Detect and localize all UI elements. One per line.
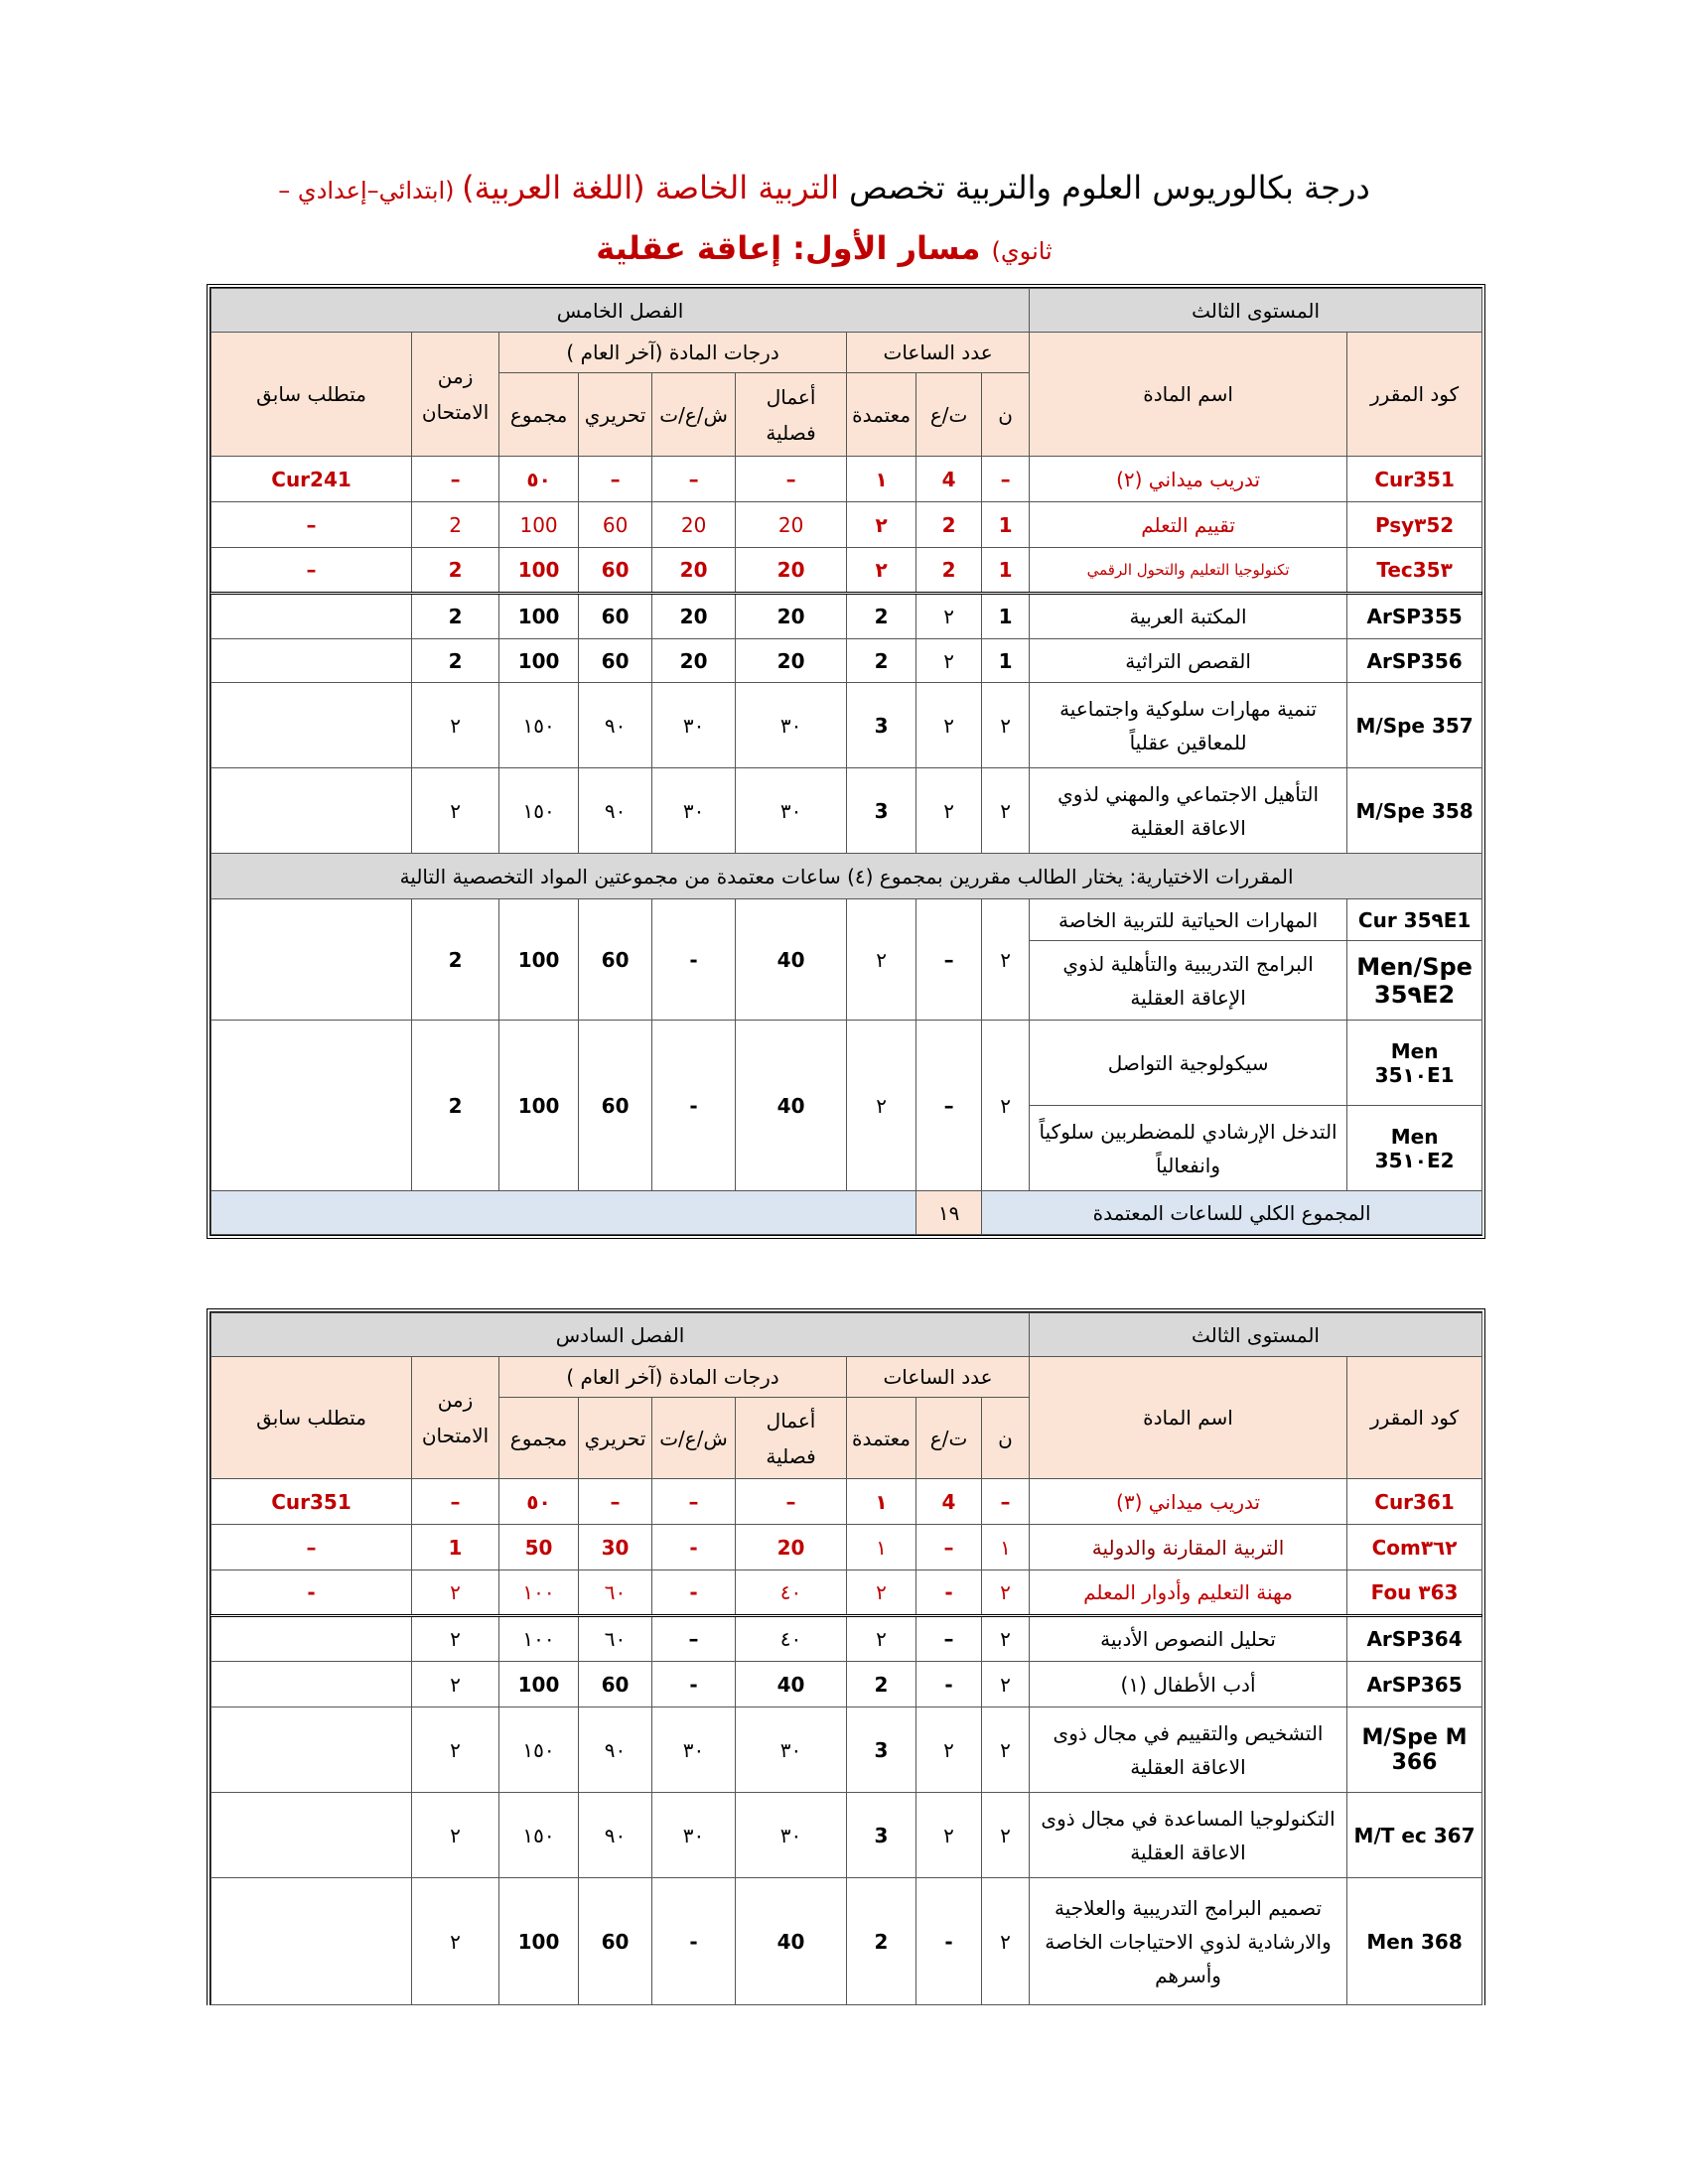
cell-n: 1 — [982, 594, 1030, 639]
course-name: تكنولوجيا التعليم والتحول الرقمي — [1030, 548, 1347, 594]
cell-n: ٢ — [982, 1662, 1030, 1707]
cell-total: ١٠٠ — [499, 1570, 579, 1616]
header-total: مجموع — [499, 373, 579, 457]
cell-n: – — [982, 457, 1030, 502]
cell-coursework: 20 — [736, 502, 847, 548]
cell-coursework: – — [736, 457, 847, 502]
table-row — [211, 502, 1482, 548]
header-total: مجموع — [499, 1398, 579, 1479]
cell-n: ٢ — [982, 1707, 1030, 1793]
cell-exam-time: 2 — [412, 548, 499, 594]
cell-tp: – — [916, 899, 982, 1021]
cell-oral: ٣٠ — [652, 1793, 736, 1878]
course-code: M/Spe 357 — [1347, 683, 1482, 768]
page-title — [179, 159, 1470, 280]
course-code: ArSP364 — [1347, 1616, 1482, 1662]
cell-n: ٢ — [982, 768, 1030, 854]
cell-oral: ٣٠ — [652, 683, 736, 768]
cell-exam-time: ٢ — [412, 1662, 499, 1707]
cell-prereq: Cur351 — [211, 1479, 412, 1525]
header-course-code: كود المقرر — [1347, 333, 1482, 457]
electives-note: المقررات الاختيارية: يختار الطالب مقررين بمجموع (٤) ساعات معتمدة من مجموعتين المواد التخصصية التالية — [211, 854, 1482, 899]
cell-tp: - — [916, 1570, 982, 1616]
cell-prereq — [211, 899, 412, 1021]
cell-oral: 20 — [652, 548, 736, 594]
cell-tp: 2 — [916, 548, 982, 594]
cell-prereq: – — [211, 1525, 412, 1570]
course-code: Men 368 — [1347, 1878, 1482, 2005]
cell-n: 1 — [982, 548, 1030, 594]
table-row — [211, 548, 1482, 594]
cell-total: ١٥٠ — [499, 768, 579, 854]
cell-credit: ٢ — [847, 899, 916, 1021]
course-code: Cur351 — [1347, 457, 1482, 502]
cell-exam-time: – — [412, 457, 499, 502]
title-line-2 — [179, 219, 1470, 280]
course-name: تدريب ميداني (٣) — [1030, 1479, 1347, 1525]
cell-oral: – — [652, 1479, 736, 1525]
course-code: ArSP355 — [1347, 594, 1482, 639]
course-code: Men 35١٠E1 — [1347, 1021, 1482, 1106]
header-course-name: اسم المادة — [1030, 333, 1347, 457]
course-code: ArSP356 — [1347, 639, 1482, 683]
cell-n: ٢ — [982, 899, 1030, 1021]
course-code: M/Spe 358 — [1347, 768, 1482, 854]
cell-credit: ٢ — [847, 1570, 916, 1616]
course-code: Psy٣52 — [1347, 502, 1482, 548]
cell-tp: ٢ — [916, 1793, 982, 1878]
cell-exam-time: ٢ — [412, 683, 499, 768]
cell-total: 100 — [499, 899, 579, 1021]
semester-label: الفصل الخامس — [211, 289, 1030, 333]
cell-prereq: – — [211, 502, 412, 548]
table-row — [211, 457, 1482, 502]
total-row — [211, 1191, 1482, 1235]
cell-prereq — [211, 639, 412, 683]
cell-written: 60 — [579, 548, 652, 594]
cell-n: ٢ — [982, 1570, 1030, 1616]
total-credit-value: ١٩ — [916, 1191, 982, 1235]
course-name: التكنولوجيا المساعدة في مجال ذوى الاعاقة العقلية — [1030, 1793, 1347, 1878]
table-semester-5 — [207, 284, 1485, 1239]
course-name: أدب الأطفال (١) — [1030, 1662, 1347, 1707]
cell-tp: ٢ — [916, 594, 982, 639]
cell-coursework: ٤٠ — [736, 1616, 847, 1662]
cell-coursework: 20 — [736, 639, 847, 683]
cell-credit: ١ — [847, 1479, 916, 1525]
course-name: التشخيص والتقييم في مجال ذوى الاعاقة العقلية — [1030, 1707, 1347, 1793]
header-coursework: أعمال فصلية — [736, 373, 847, 457]
cell-written: ٩٠ — [579, 683, 652, 768]
cell-total: 100 — [499, 548, 579, 594]
header-exam-time: زمن الامتحان — [412, 333, 499, 457]
semester-label: الفصل السادس — [211, 1313, 1030, 1357]
cell-oral: – — [652, 1616, 736, 1662]
table-semester-6 — [207, 1308, 1485, 2005]
cell-n: ١ — [982, 1525, 1030, 1570]
cell-prereq — [211, 1878, 412, 2005]
table-row — [211, 594, 1482, 639]
cell-credit: ١ — [847, 1525, 916, 1570]
course-name: تدريب ميداني (٢) — [1030, 457, 1347, 502]
cell-exam-time: ٢ — [412, 1793, 499, 1878]
level-label: المستوى الثالث — [1030, 1313, 1482, 1357]
table-row — [211, 1878, 1482, 2005]
cell-prereq — [211, 683, 412, 768]
cell-exam-time: 2 — [412, 502, 499, 548]
cell-total: ١٥٠ — [499, 683, 579, 768]
cell-n: – — [982, 1479, 1030, 1525]
cell-prereq — [211, 1021, 412, 1191]
cell-written: – — [579, 1479, 652, 1525]
cell-coursework: 40 — [736, 899, 847, 1021]
cell-oral: - — [652, 1570, 736, 1616]
course-name: التأهيل الاجتماعي والمهني لذوي الاعاقة العقلية — [1030, 768, 1347, 854]
cell-exam-time: ٢ — [412, 1878, 499, 2005]
cell-exam-time: 2 — [412, 1021, 499, 1191]
cell-coursework: 20 — [736, 594, 847, 639]
course-name: المهارات الحياتية للتربية الخاصة — [1030, 899, 1347, 941]
cell-credit: 3 — [847, 1707, 916, 1793]
cell-tp: 2 — [916, 502, 982, 548]
table-row — [211, 1616, 1482, 1662]
cell-written: ٩٠ — [579, 768, 652, 854]
cell-prereq — [211, 1707, 412, 1793]
cell-coursework: ٣٠ — [736, 768, 847, 854]
cell-tp: ٢ — [916, 639, 982, 683]
course-code: Fou ٣63 — [1347, 1570, 1482, 1616]
cell-prereq: – — [211, 548, 412, 594]
title-prefix: درجة بكالوريوس العلوم والتربية تخصص — [838, 169, 1370, 206]
cell-written: 60 — [579, 1662, 652, 1707]
cell-oral: - — [652, 1662, 736, 1707]
cell-total: ١٠٠ — [499, 1616, 579, 1662]
course-code: ArSP365 — [1347, 1662, 1482, 1707]
table-row — [211, 1793, 1482, 1878]
header-grades: درجات المادة (آخر العام ) — [499, 333, 847, 373]
header-written: تحريري — [579, 373, 652, 457]
cell-credit: 2 — [847, 594, 916, 639]
cell-tp: - — [916, 1878, 982, 2005]
header-credit: معتمدة — [847, 1398, 916, 1479]
course-name: سيكولوجية التواصل — [1030, 1021, 1347, 1106]
cell-oral: - — [652, 899, 736, 1021]
cell-total: 100 — [499, 1662, 579, 1707]
cell-prereq — [211, 1662, 412, 1707]
cell-credit: ٢ — [847, 1616, 916, 1662]
table-row — [211, 1707, 1482, 1793]
course-code: Men 35١٠E2 — [1347, 1106, 1482, 1191]
cell-n: ٢ — [982, 1616, 1030, 1662]
cell-total: 100 — [499, 502, 579, 548]
header-exam-time: زمن الامتحان — [412, 1357, 499, 1479]
cell-written: ٩٠ — [579, 1793, 652, 1878]
title-stages: (ابتدائي–إعدادي – — [278, 177, 463, 205]
course-name: التربية المقارنة والدولية — [1030, 1525, 1347, 1570]
header-oral: ش/ع/ت — [652, 1398, 736, 1479]
course-name: مهنة التعليم وأدوار المعلم — [1030, 1570, 1347, 1616]
course-name: القصص التراثية — [1030, 639, 1347, 683]
cell-credit: 3 — [847, 768, 916, 854]
cell-total: 50 — [499, 1525, 579, 1570]
cell-coursework: 40 — [736, 1662, 847, 1707]
course-code: M/T ec 367 — [1347, 1793, 1482, 1878]
cell-tp: ٢ — [916, 683, 982, 768]
header-hours: عدد الساعات — [847, 333, 1030, 373]
header-hours: عدد الساعات — [847, 1357, 1030, 1398]
course-name: تحليل النصوص الأدبية — [1030, 1616, 1347, 1662]
title-track: مسار الأول: إعاقة عقلية — [596, 229, 992, 267]
cell-total: 100 — [499, 639, 579, 683]
cell-written: ٦٠ — [579, 1570, 652, 1616]
header-oral: ش/ع/ت — [652, 373, 736, 457]
cell-coursework: 20 — [736, 1525, 847, 1570]
cell-oral: – — [652, 457, 736, 502]
table-row — [211, 1479, 1482, 1525]
level-label: المستوى الثالث — [1030, 289, 1482, 333]
table-row — [211, 1570, 1482, 1616]
cell-n: ٢ — [982, 1021, 1030, 1191]
cell-written: 60 — [579, 899, 652, 1021]
total-credit-label: المجموع الكلي للساعات المعتمدة — [982, 1191, 1482, 1235]
cell-oral: 20 — [652, 639, 736, 683]
cell-n: 1 — [982, 502, 1030, 548]
cell-oral: 20 — [652, 502, 736, 548]
cell-written: 60 — [579, 1021, 652, 1191]
cell-credit: 2 — [847, 639, 916, 683]
cell-exam-time: – — [412, 1479, 499, 1525]
elective-row — [211, 899, 1482, 941]
course-code: Tec35٣ — [1347, 548, 1482, 594]
course-code: Cur361 — [1347, 1479, 1482, 1525]
cell-total: 100 — [499, 594, 579, 639]
cell-coursework: ٣٠ — [736, 1793, 847, 1878]
cell-oral: ٣٠ — [652, 1707, 736, 1793]
cell-total: 100 — [499, 1021, 579, 1191]
cell-coursework: ٣٠ — [736, 1707, 847, 1793]
table-row — [211, 683, 1482, 768]
course-name: التدخل الإرشادي للمضطربين سلوكياً وانفعالياً — [1030, 1106, 1347, 1191]
cell-prereq — [211, 768, 412, 854]
course-name: تنمية مهارات سلوكية واجتماعية للمعاقين عقلياً — [1030, 683, 1347, 768]
course-name: المكتبة العربية — [1030, 594, 1347, 639]
title-specialization: التربية الخاصة (اللغة العربية) — [462, 169, 839, 206]
cell-prereq: - — [211, 1570, 412, 1616]
cell-written: ٦٠ — [579, 1616, 652, 1662]
cell-exam-time: 2 — [412, 594, 499, 639]
header-prereq: متطلب سابق — [211, 1357, 412, 1479]
cell-exam-time: 2 — [412, 639, 499, 683]
cell-n: ٢ — [982, 683, 1030, 768]
cell-n: ٢ — [982, 1793, 1030, 1878]
header-course-code: كود المقرر — [1347, 1357, 1482, 1479]
header-coursework: أعمال فصلية — [736, 1398, 847, 1479]
cell-prereq — [211, 594, 412, 639]
cell-prereq: Cur241 — [211, 457, 412, 502]
header-prereq: متطلب سابق — [211, 333, 412, 457]
cell-tp: – — [916, 1021, 982, 1191]
cell-written: 60 — [579, 594, 652, 639]
cell-exam-time: 2 — [412, 899, 499, 1021]
header-course-name: اسم المادة — [1030, 1357, 1347, 1479]
cell-written: 60 — [579, 639, 652, 683]
cell-oral: - — [652, 1021, 736, 1191]
cell-n: 1 — [982, 639, 1030, 683]
cell-coursework: 40 — [736, 1021, 847, 1191]
cell-exam-time: ٢ — [412, 1707, 499, 1793]
cell-total: ١٥٠ — [499, 1707, 579, 1793]
course-code: M/Spe M 366 — [1347, 1707, 1482, 1793]
cell-tp: – — [916, 1616, 982, 1662]
cell-coursework: ٤٠ — [736, 1570, 847, 1616]
course-name: تقييم التعلم — [1030, 502, 1347, 548]
total-row-filler — [211, 1191, 916, 1235]
cell-oral: - — [652, 1878, 736, 2005]
cell-exam-time: ٢ — [412, 1616, 499, 1662]
course-code: Com٣٦٢ — [1347, 1525, 1482, 1570]
cell-n: ٢ — [982, 1878, 1030, 2005]
cell-credit: ٢ — [847, 1021, 916, 1191]
header-grades: درجات المادة (آخر العام ) — [499, 1357, 847, 1398]
cell-credit: 3 — [847, 683, 916, 768]
cell-coursework: 20 — [736, 548, 847, 594]
cell-tp: – — [916, 1525, 982, 1570]
cell-oral: 20 — [652, 594, 736, 639]
cell-coursework: ٣٠ — [736, 683, 847, 768]
cell-exam-time: ٢ — [412, 1570, 499, 1616]
course-code: Men/Spe 35٩E2 — [1347, 941, 1482, 1021]
cell-total: ٥٠ — [499, 1479, 579, 1525]
table-row — [211, 1662, 1482, 1707]
cell-prereq — [211, 1793, 412, 1878]
cell-exam-time: ٢ — [412, 768, 499, 854]
cell-written: 60 — [579, 502, 652, 548]
cell-coursework: – — [736, 1479, 847, 1525]
title-stage-secondary: ثانوي) — [991, 237, 1053, 265]
cell-total: 100 — [499, 1878, 579, 2005]
header-credit: معتمدة — [847, 373, 916, 457]
cell-credit: ١ — [847, 457, 916, 502]
cell-oral: ٣٠ — [652, 768, 736, 854]
course-name: تصميم البرامج التدريبية والعلاجية والارشادية لذوي الاحتياجات الخاصة وأسرهم — [1030, 1878, 1347, 2005]
cell-oral: - — [652, 1525, 736, 1570]
cell-tp: - — [916, 1662, 982, 1707]
course-name: البرامج التدريبية والتأهلية لذوي الإعاقة العقلية — [1030, 941, 1347, 1021]
cell-written: 30 — [579, 1525, 652, 1570]
header-n: ن — [982, 1398, 1030, 1479]
elective-row — [211, 1021, 1482, 1106]
cell-credit: 3 — [847, 1793, 916, 1878]
cell-written: ٩٠ — [579, 1707, 652, 1793]
cell-written: 60 — [579, 1878, 652, 2005]
cell-credit: 2 — [847, 1662, 916, 1707]
cell-credit: ٢ — [847, 548, 916, 594]
cell-tp: 4 — [916, 457, 982, 502]
header-written: تحريري — [579, 1398, 652, 1479]
header-tp: ت/ع — [916, 1398, 982, 1479]
table-row — [211, 768, 1482, 854]
cell-coursework: 40 — [736, 1878, 847, 2005]
cell-total: ٥٠ — [499, 457, 579, 502]
table-row — [211, 1525, 1482, 1570]
header-tp: ت/ع — [916, 373, 982, 457]
course-code: Cur 35٩E1 — [1347, 899, 1482, 941]
title-line-1 — [179, 159, 1470, 219]
cell-total: ١٥٠ — [499, 1793, 579, 1878]
cell-credit: ٢ — [847, 502, 916, 548]
cell-credit: 2 — [847, 1878, 916, 2005]
cell-tp: ٢ — [916, 768, 982, 854]
cell-exam-time: 1 — [412, 1525, 499, 1570]
cell-written: – — [579, 457, 652, 502]
cell-tp: ٢ — [916, 1707, 982, 1793]
cell-prereq — [211, 1616, 412, 1662]
header-n: ن — [982, 373, 1030, 457]
table-row — [211, 639, 1482, 683]
cell-tp: 4 — [916, 1479, 982, 1525]
